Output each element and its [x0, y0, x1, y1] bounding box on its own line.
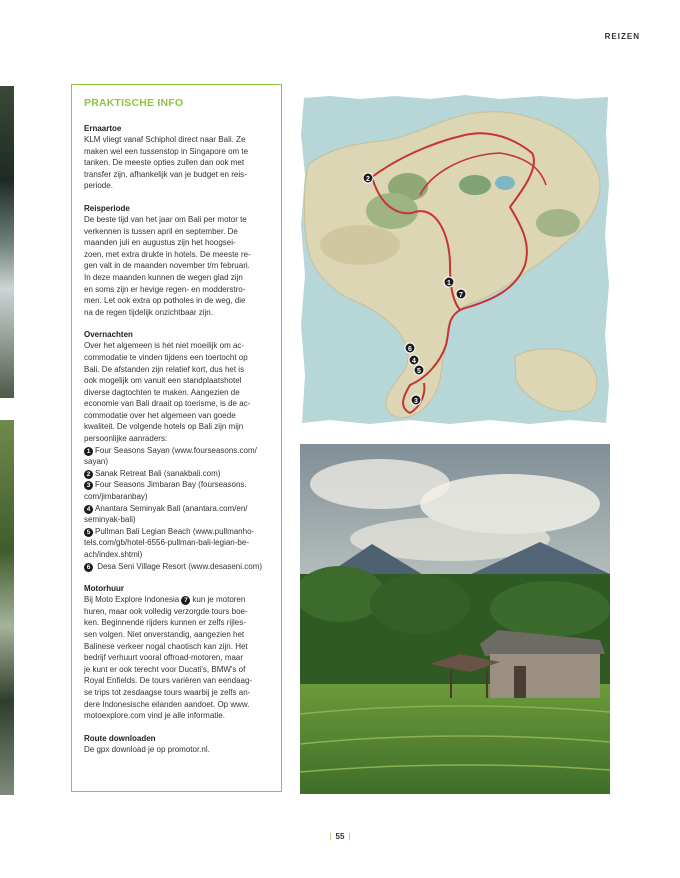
map-marker-3 [411, 395, 421, 405]
hut-wall [490, 654, 600, 698]
number-badge: 6 [84, 563, 93, 572]
svg-text:3: 3 [414, 398, 418, 405]
shelter-post [450, 670, 452, 698]
svg-text:5: 5 [417, 368, 421, 375]
svg-text:4: 4 [412, 358, 416, 365]
section-text: Bij Moto Explore Indonesia 7 kun je motoren huren, maar ook volledig verzorgde tours boe- ken. Beginnende rijders kunnen er zelfs rijles- sen volgen. Niet onverstandig, aangezien het Balinese verkeer nogal chaotisch kan zijn. Het bedrijf verhuurt vooral offroad-motoren, maar je kunt er ook terecht voor Ducati's, BMW's of Royal Enfields. De tours variëren van eendaag- se trips tot zesdaagse tours waarbij je zelfs an- dere Indonesische eilanden aandoet. Op www. motoexplore.com vind je alle informatie. [84, 595, 253, 721]
hotel-item: 3 Four Seasons Jimbaran Bay (fourseasons. com/jimbaranbay) [84, 480, 247, 502]
svg-text:1: 1 [447, 280, 451, 287]
section-heading: Reisperiode [84, 203, 130, 213]
section-heading: Ernaartoe [84, 124, 122, 133]
section-heading: Route downloaden [84, 733, 156, 743]
map-marker-6 [405, 343, 415, 353]
bali-route-map [300, 95, 610, 425]
mountain-area [459, 175, 491, 195]
section-label: REIZEN [604, 32, 640, 41]
hotel-item: 2 Sanak Retreat Bali (sanakbali.com) [84, 468, 271, 480]
hotel-item: 4 Anantara Seminyak Bali (anantara.com/en/ seminyak-bali) [84, 503, 248, 525]
number-badge: 4 [84, 505, 93, 514]
section-overnachten [84, 329, 271, 572]
hotel-item: 5 Pullman Bali Legian Beach (www.pullmanho- tels.com/gb/hotel-6556-pullman-bali-legian-be- ach/index.shtml) [84, 526, 255, 559]
hotel-item: 6 Desa Seni Village Resort (www.desaseni.com) [84, 561, 271, 573]
section-reisperiode [84, 203, 271, 318]
hut-door [514, 666, 526, 698]
section-heading: Overnachten [84, 330, 133, 340]
section-text: De gpx download je op promotor.nl. [84, 744, 210, 754]
map-marker-7 [456, 289, 466, 299]
shelter-post [486, 670, 488, 698]
info-title: PRAKTISCHE INFO [84, 97, 184, 109]
section-text: KLM vliegt vanaf Schiphol direct naar Bali. Ze maken wel een tussenstop in Singapore om te tanken. De meeste opties zullen dan ook met transfer zijn, afhankelijk van je budget en reis- periode. [84, 135, 249, 191]
number-badge: 1 [84, 447, 93, 456]
number-badge: 2 [84, 470, 93, 479]
mountain-area [366, 193, 418, 229]
lake [495, 176, 515, 190]
tree [370, 574, 470, 634]
section-ernaartoe [84, 123, 271, 192]
number-badge: 7 [181, 596, 190, 605]
map-marker-1 [444, 277, 454, 287]
practical-info-box [71, 84, 282, 792]
map-marker-5 [414, 365, 424, 375]
previous-page-photo-strip [0, 86, 14, 398]
page-number: | 55 | [329, 832, 351, 841]
svg-text:7: 7 [459, 292, 463, 299]
svg-text:2: 2 [366, 176, 370, 183]
tree [490, 581, 610, 637]
section-text: De beste tijd van het jaar om Bali per motor te verkennen is tussen april en september. De maanden juli en augustus zijn het hoogsei- zoen, met extra drukte in hotels. De meeste re- gen valt in de maanden november t/m februari. In deze maanden kunnen de wegen glad zijn en soms zijn er hevige regen- en modderstro- men. Let ook extra op potholes in de weg, die na de regen tijdelijk onzichtbaar zijn. [84, 214, 251, 317]
section-heading: Motorhuur [84, 584, 124, 594]
map-marker-4 [409, 355, 419, 365]
previous-page-photo-strip [0, 420, 14, 795]
rice-field-photo [300, 444, 610, 794]
section-route-downloaden [84, 733, 271, 756]
terrain [320, 225, 400, 265]
section-text: Over het algemeen is het niet moeilijk om ac- commodatie te vinden tijdens een toertocht op Bali. De afstanden zijn relatief kort, dus het is ook mogelijk om vanuit een standplaatshotel diverse dagtochten te maken. Aangezien de economie van Bali draait op toerisme, is de ac- commodatie over het algemeen van goede kwaliteit. De volgende hotels op Bali zijn mijn persoonlijke aanraders: [84, 341, 251, 444]
number-badge: 3 [84, 481, 93, 490]
map-marker-2 [363, 173, 373, 183]
number-badge: 5 [84, 528, 93, 537]
mountain-area [536, 209, 580, 237]
hotel-item: 1 Four Seasons Sayan (www.fourseasons.com/ sayan) [84, 445, 257, 467]
svg-text:6: 6 [408, 346, 412, 353]
section-motorhuur [84, 583, 271, 722]
